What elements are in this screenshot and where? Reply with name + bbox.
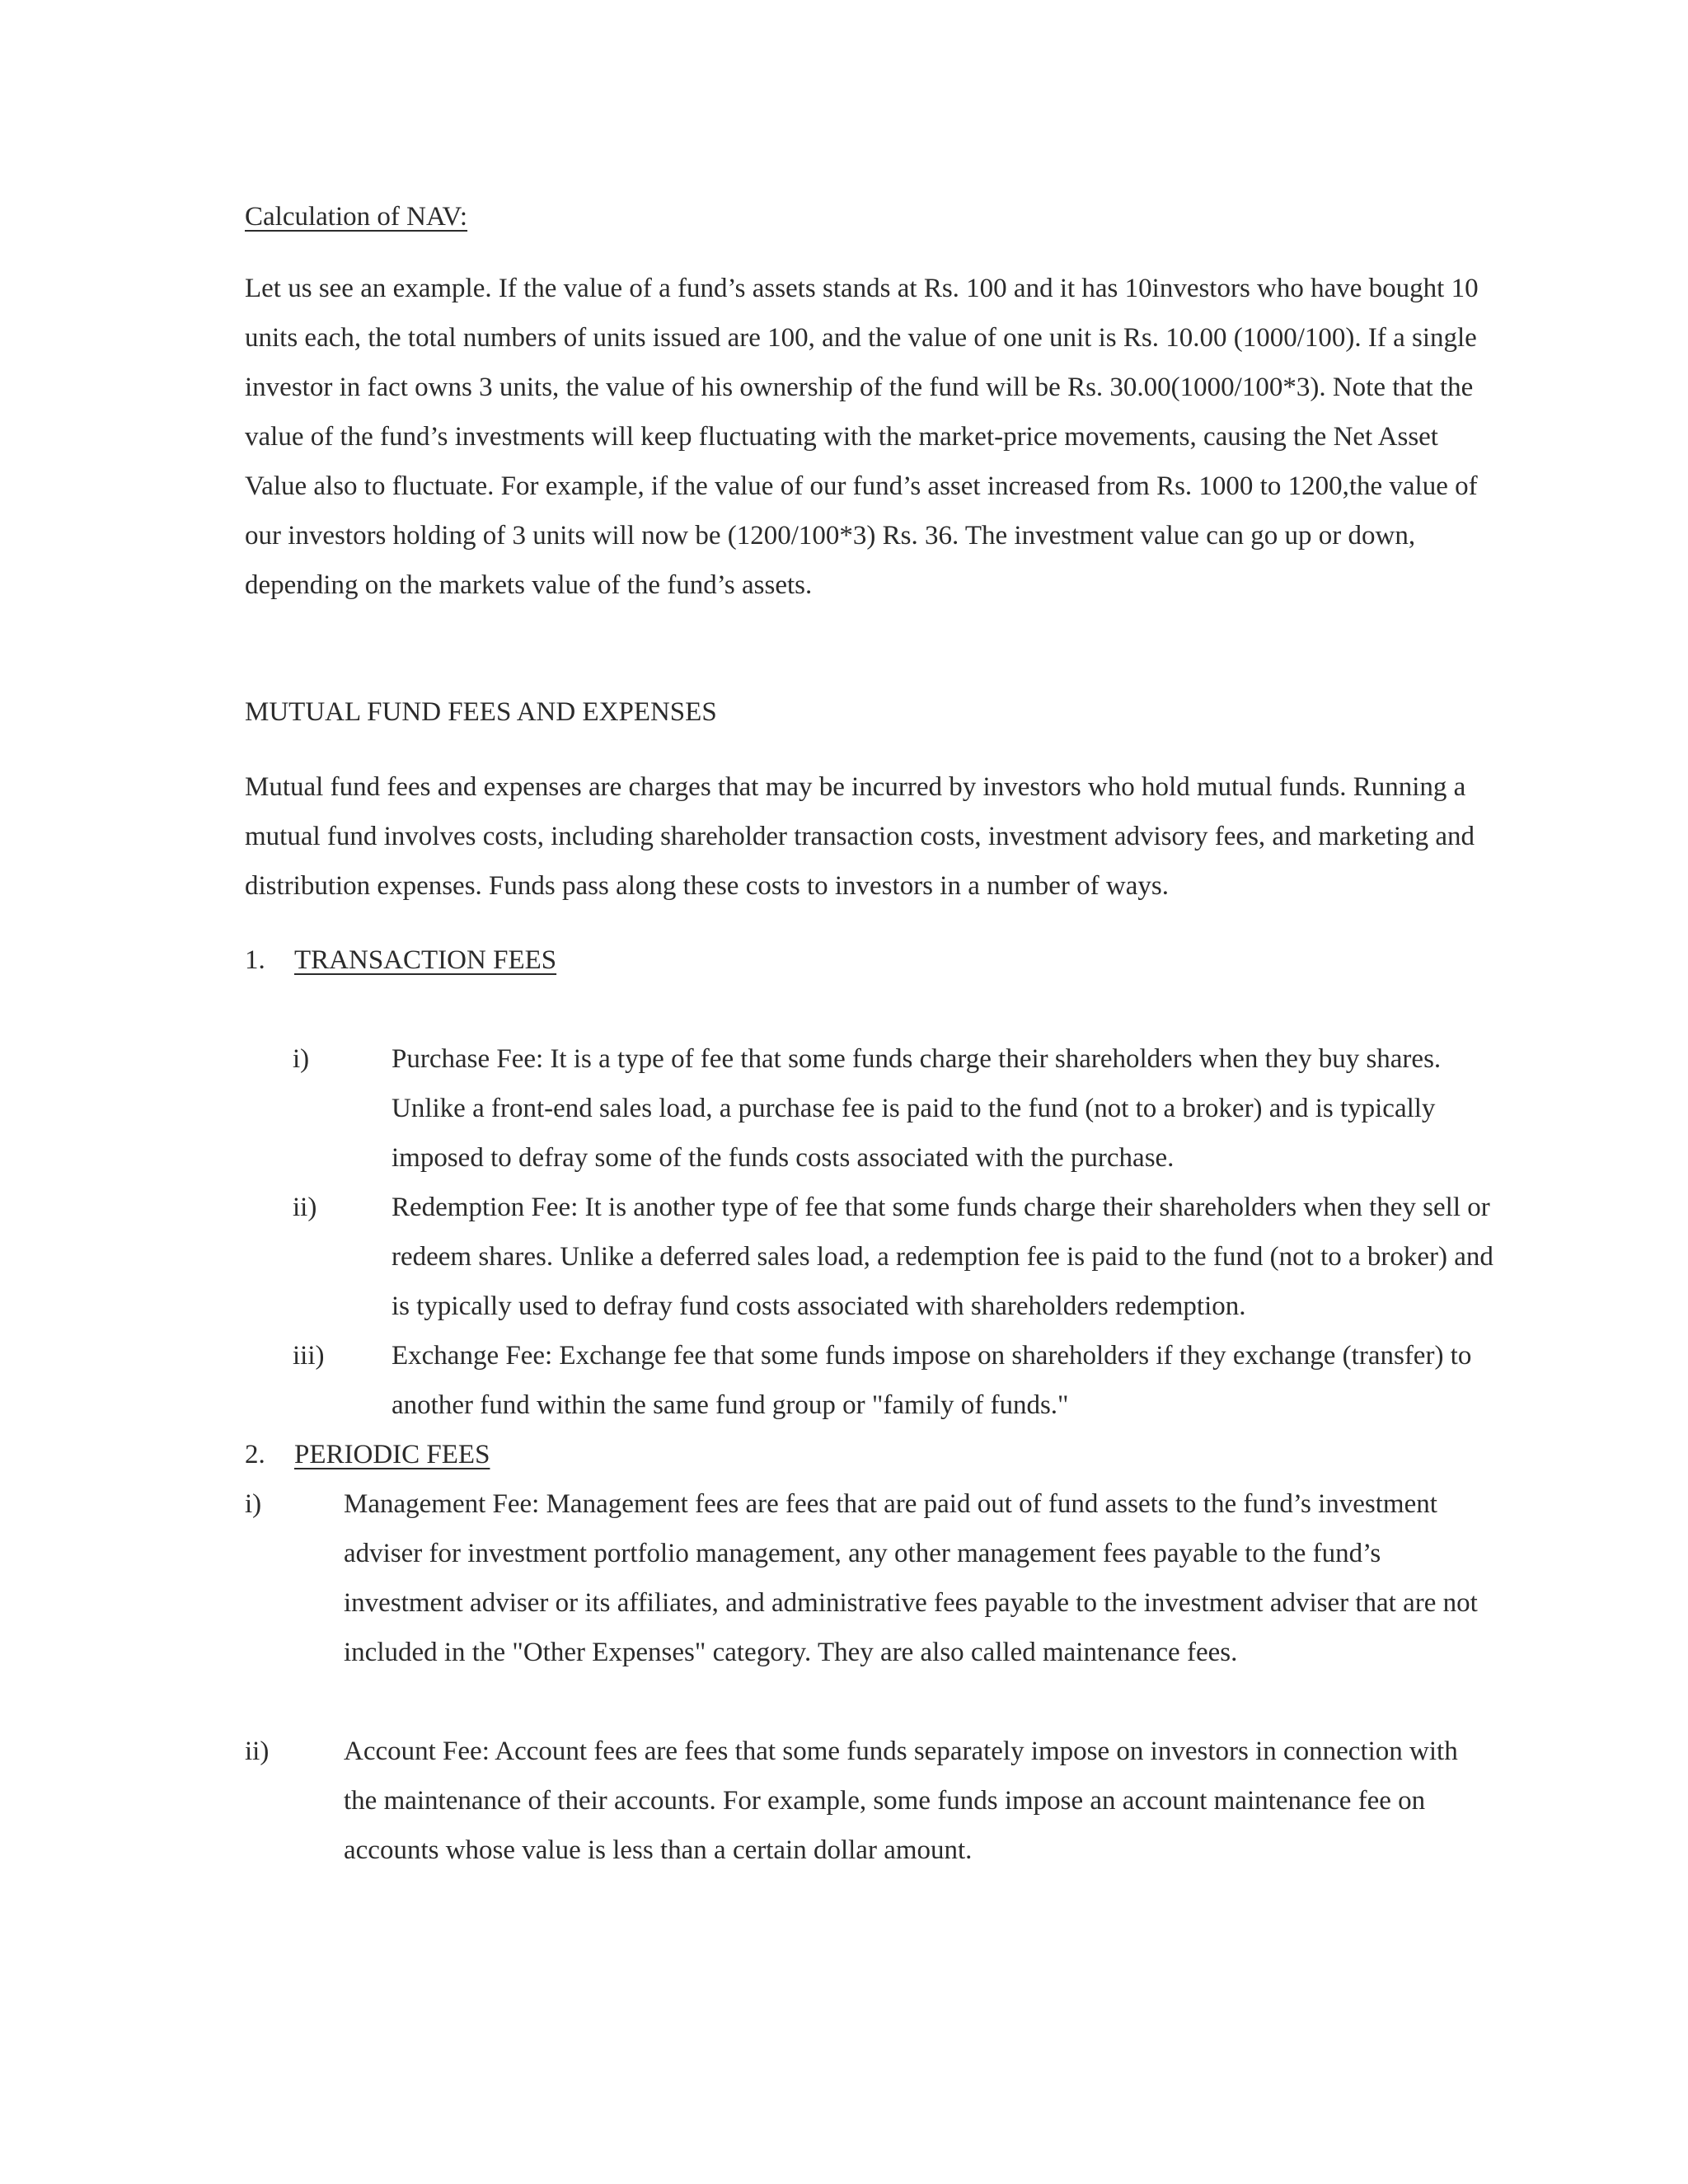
page-heading: Calculation of NAV: [245, 202, 468, 232]
list-item-text: Redemption Fee: It is another type of fee that some funds charge their shareholders when they sell or redeem shares. Unlike a deferred sales load, a redemption fee is paid to the fund (not to a broker) and is typically used to defray fund costs associated with shareholders redemption. [392, 1193, 1493, 1321]
list-item-label: i) [293, 1044, 310, 1074]
list-item-text: Exchange Fee: Exchange fee that some funds impose on shareholders if they exchange (transfer) to another fund within the same fund group or "family of funds." [392, 1341, 1472, 1420]
list-item-text: Account Fee: Account fees are fees that some funds separately impose on investors in connection with the maintenance of their accounts. For example, some funds impose an account maintenance fee on accounts whose value is less than a certain dollar amount. [344, 1736, 1458, 1865]
list-title: PERIODIC FEES [294, 1440, 490, 1469]
list-item-label: iii) [293, 1341, 325, 1371]
fees-paragraph: Mutual fund fees and expenses are charges that may be incurred by investors who hold mutual funds. Running a mutual fund involves costs, including shareholder transaction costs, investment advisory fees, and marketing and distribution expenses. Funds pass along these costs to investors in a number of ways. [245, 772, 1475, 901]
nav-paragraph: Let us see an example. If the value of a fund’s assets stands at Rs. 100 and it has 10investors who have bought 10 units each, the total numbers of units issued are 100, and the value of one unit is Rs. 10.00 (1000/100). If a single investor in fact owns 3 units, the value of his ownership of the fund will be Rs. 30.00(1000/100*3). Note that the value of the fund’s investments will keep fluctuating with the market-price movements, causing the Net Asset Value also to fluctuate. For example, if the value of our fund’s asset increased from Rs. 1000 to 1200,the value of our investors holding of 3 units will now be (1200/100*3) Rs. 36. The investment value can go up or down, depending on the markets value of the fund’s assets. [245, 274, 1479, 600]
list-item-label: i) [245, 1489, 262, 1519]
list-title: TRANSACTION FEES [294, 945, 557, 975]
list-number: 2. [245, 1440, 265, 1469]
section-heading: MUTUAL FUND FEES AND EXPENSES [245, 697, 717, 727]
list-item-text: Management Fee: Management fees are fees that are paid out of fund assets to the fund’s investment adviser for investment portfolio management, any other management fees payable to the fund’s investment adviser or its affiliates, and administrative fees payable to the investment adviser that are not included in the "Other Expenses" category. They are also called maintenance fees. [344, 1489, 1478, 1667]
list-item-label: ii) [293, 1193, 317, 1222]
list-item-label: ii) [245, 1736, 270, 1766]
list-item-text: Purchase Fee: It is a type of fee that some funds charge their shareholders when they buy shares. Unlike a front-end sales load, a purchase fee is paid to the fund (not to a broker) and is typically imposed to defray some of the funds costs associated with the purchase. [392, 1044, 1442, 1173]
list-number: 1. [245, 945, 265, 975]
